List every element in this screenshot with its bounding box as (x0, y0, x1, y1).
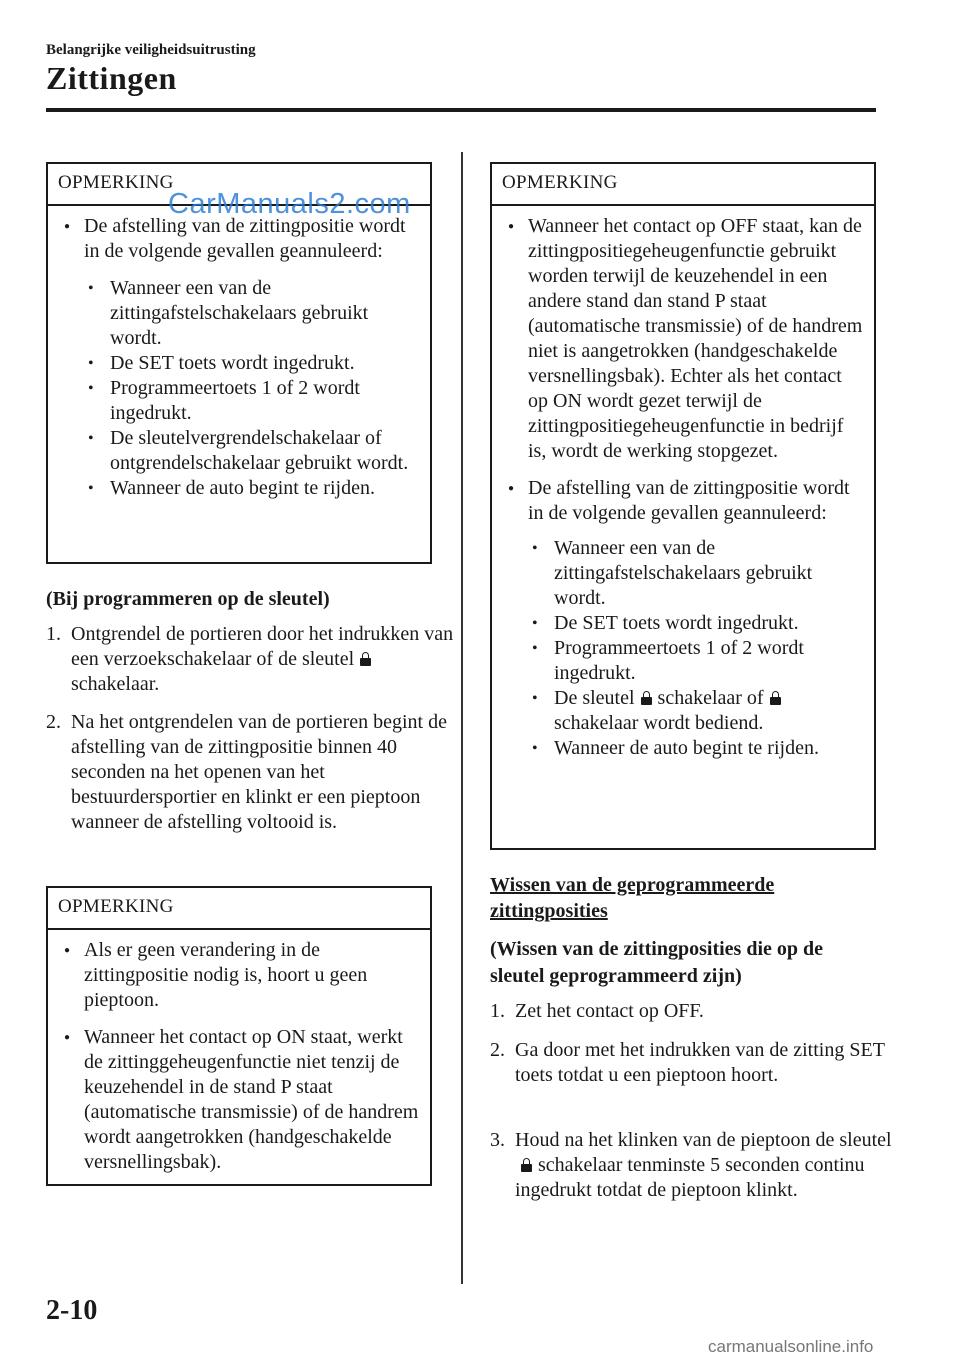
note-subitem: • De sleutelvergrendelschakelaar of ontgrendelschakelaar gebruikt wordt. (58, 426, 422, 476)
lock-icon (360, 652, 371, 666)
step-number: 2. (490, 1039, 505, 1061)
subheading-key-programming: (Bij programmeren op de sleutel) (46, 588, 330, 610)
note-bullet: ● Wanneer het contact op ON staat, werkt de zittinggeheugenfunctie niet tenzij de keuzehendel in de stand P staat (automatische transmissie) of de handrem wordt aangetrokken (handgeschakelde versnellingsbak). (58, 1025, 422, 1175)
note-bullet: ● De afstelling van de zittingpositie wordt in de volgende gevallen geannuleerd: (502, 476, 866, 526)
note-bullet: ● Wanneer het contact op OFF staat, kan de zittingpositiegeheugenfunctie gebruikt worden terwijl de keuzehendel in een andere stand dan stand P staat (automatische transmissie) of de handrem niet is aangetrokken (handgeschakelde versnellingsbak). Echter als het contact op ON wordt gezet terwijl de zittingpositiegeheugenfunctie in bedrijf is, wordt de werking stopgezet. (502, 214, 866, 464)
lock-icon (641, 691, 652, 705)
step-2 (46, 710, 455, 835)
step-1 (490, 999, 899, 1024)
note-subitem: • Wanneer de auto begint te rijden. (58, 476, 422, 501)
step-3 (490, 1128, 899, 1203)
note-subitem: • De SET toets wordt ingedrukt. (502, 611, 866, 636)
step-text: Zet het contact op OFF. (515, 1000, 704, 1022)
note-sublist (58, 276, 422, 501)
watermark-top: CarManuals2.com (168, 188, 411, 220)
note-subitem: • Wanneer de auto begint te rijden. (502, 736, 866, 761)
note-sublist (502, 536, 866, 761)
step-text: Ontgrendel de portieren door het indrukken van een verzoekschakelaar of de sleutel (71, 623, 454, 670)
underlined-heading-clear: Wissen van de geprogrammeerde zittingposities (490, 874, 775, 922)
column-divider (461, 152, 463, 1284)
note-bullet: ● Als er geen verandering in de zittingpositie nodig is, hoort u geen pieptoon. (58, 938, 422, 1013)
note-heading: OPMERKING (492, 164, 874, 206)
note-subitem: • Wanneer een van de zittingafstelschakelaars gebruikt wordt. (502, 536, 866, 611)
step-text: Ga door met het indrukken van de zitting SET toets totdat u een pieptoon hoort. (515, 1039, 885, 1086)
note-box-beep (46, 886, 432, 1186)
note-subitem: • Wanneer een van de zittingafstelschakelaars gebruikt wordt. (58, 276, 422, 351)
note-subitem: • Programmeertoets 1 of 2 wordt ingedrukt. (58, 376, 422, 426)
step-text: Houd na het klinken van de pieptoon de sleutel (515, 1129, 892, 1151)
note-bullet: ● De afstelling van de zittingpositie wordt in de volgende gevallen geannuleerd: (58, 214, 422, 264)
note-subitem: • De SET toets wordt ingedrukt. (58, 351, 422, 376)
chapter-title: Zittingen (46, 60, 177, 96)
note-heading: OPMERKING (48, 888, 430, 930)
lock-icon (521, 1158, 532, 1172)
note-box-off-position (490, 162, 876, 850)
step-number: 1. (46, 623, 61, 645)
step-number: 3. (490, 1129, 505, 1151)
note-subitem-text: schakelaar wordt bediend. (554, 712, 764, 734)
note-subitem (502, 686, 866, 736)
note-subitem-text: De sleutel (554, 687, 635, 709)
step-2 (490, 1038, 899, 1088)
section-label: Belangrijke veiligheidsuitrusting (46, 42, 256, 58)
step-1 (46, 622, 455, 697)
watermark-bottom: carmanualsonline.info (708, 1337, 874, 1356)
note-subitem-text: schakelaar of (657, 687, 764, 709)
step-number: 2. (46, 711, 61, 733)
note-heading: OPMERKING (48, 164, 430, 206)
page-number: 2-10 (46, 1295, 98, 1326)
subheading-clear-key: (Wissen van de zittingposities die op de sleutel geprogrammeerd zijn) (490, 938, 823, 987)
note-box-cancel-conditions (46, 162, 432, 564)
step-number: 1. (490, 1000, 505, 1022)
header-rule (46, 108, 876, 112)
unlock-icon (770, 691, 781, 705)
step-text: schakelaar tenminste 5 seconden continu ingedrukt totdat de pieptoon klinkt. (515, 1154, 865, 1201)
note-subitem: • Programmeertoets 1 of 2 wordt ingedrukt. (502, 636, 866, 686)
step-text: schakelaar. (71, 673, 160, 695)
step-text: Na het ontgrendelen van de portieren begint de afstelling van de zittingpositie binnen 40 seconden na het openen van het bestuurdersportier en klinkt er een pieptoon wanneer de afstelling voltooid is. (71, 711, 447, 833)
